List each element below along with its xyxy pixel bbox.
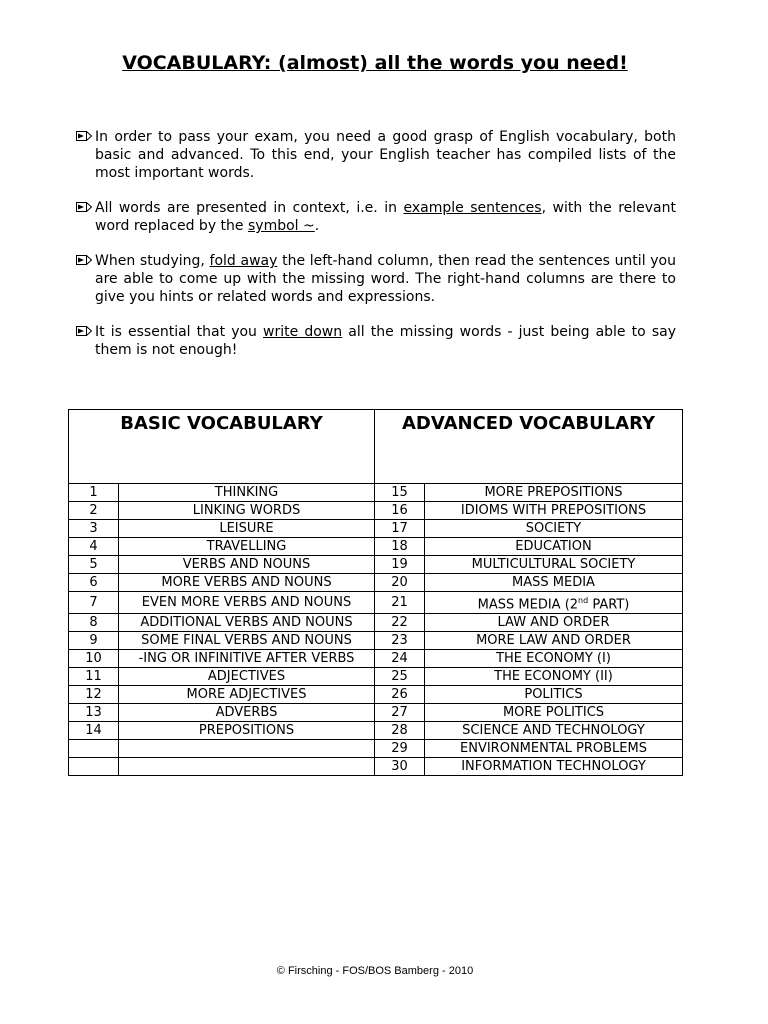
table-row	[69, 574, 683, 592]
basic-number-cell: 6	[69, 574, 119, 592]
arrow-bullet-icon	[76, 325, 92, 337]
table-row	[69, 484, 683, 502]
basic-number-cell: 8	[69, 614, 119, 632]
basic-topic-cell: LEISURE	[119, 520, 375, 538]
bullet-text: all the missing words - just being able to say them is not enough!	[95, 324, 676, 358]
table-row	[69, 758, 683, 776]
table-row	[69, 538, 683, 556]
topic-text: MASS MEDIA (2	[477, 597, 579, 613]
advanced-topic-cell: INFORMATION TECHNOLOGY	[425, 758, 683, 776]
advanced-topic-cell: IDIOMS WITH PREPOSITIONS	[425, 502, 683, 520]
basic-topic-cell	[119, 758, 375, 776]
table-row	[69, 592, 683, 614]
advanced-number-cell: 16	[375, 502, 425, 520]
advanced-topic-cell: ENVIRONMENTAL PROBLEMS	[425, 740, 683, 758]
topic-text-end: PART)	[588, 597, 630, 613]
advanced-vocabulary-header: ADVANCED VOCABULARY	[375, 410, 683, 484]
page-title: VOCABULARY: (almost) all the words you need!	[122, 52, 628, 74]
arrow-bullet-icon	[76, 201, 92, 213]
arrow-bullet-icon	[76, 254, 92, 266]
advanced-number-cell: 22	[375, 614, 425, 632]
advanced-number-cell: 17	[375, 520, 425, 538]
advanced-topic-cell: LAW AND ORDER	[425, 614, 683, 632]
bullet-text: All words are presented in context, i.e. in	[95, 200, 404, 216]
advanced-number-cell: 21	[375, 592, 425, 614]
basic-number-cell: 4	[69, 538, 119, 556]
advanced-number-cell: 18	[375, 538, 425, 556]
instruction-bullet	[76, 199, 676, 235]
basic-number-cell: 1	[69, 484, 119, 502]
basic-topic-cell: EVEN MORE VERBS AND NOUNS	[119, 592, 375, 614]
advanced-number-cell: 29	[375, 740, 425, 758]
basic-number-cell: 9	[69, 632, 119, 650]
basic-number-cell: 11	[69, 668, 119, 686]
advanced-topic-cell	[425, 592, 683, 614]
basic-number-cell: 14	[69, 722, 119, 740]
advanced-topic-cell: SCIENCE AND TECHNOLOGY	[425, 722, 683, 740]
bullet-text: , with the relevant word replaced by the	[95, 200, 676, 234]
advanced-topic-cell: SOCIETY	[425, 520, 683, 538]
basic-topic-cell: MORE ADJECTIVES	[119, 686, 375, 704]
arrow-bullet-icon	[76, 130, 92, 142]
underlined-phrase: example sentences	[403, 200, 542, 216]
advanced-topic-cell: MORE POLITICS	[425, 704, 683, 722]
advanced-number-cell: 24	[375, 650, 425, 668]
advanced-number-cell: 23	[375, 632, 425, 650]
advanced-topic-cell: MASS MEDIA	[425, 574, 683, 592]
bullet-text: .	[314, 218, 320, 234]
advanced-number-cell: 28	[375, 722, 425, 740]
basic-number-cell	[69, 740, 119, 758]
table-header-row	[69, 410, 683, 484]
copyright-footer: © Firsching - FOS/BOS Bamberg - 2010	[276, 965, 474, 977]
advanced-number-cell: 26	[375, 686, 425, 704]
advanced-number-cell: 20	[375, 574, 425, 592]
table-row	[69, 740, 683, 758]
basic-number-cell	[69, 758, 119, 776]
basic-number-cell: 3	[69, 520, 119, 538]
basic-topic-cell: VERBS AND NOUNS	[119, 556, 375, 574]
bullet-text: In order to pass your exam, you need a good grasp of English vocabulary, both basic and advanced. To this end, your English teacher has compiled lists of the most important words.	[95, 129, 676, 181]
basic-number-cell: 10	[69, 650, 119, 668]
table-row	[69, 556, 683, 574]
advanced-topic-cell: MORE PREPOSITIONS	[425, 484, 683, 502]
advanced-topic-cell: THE ECONOMY (II)	[425, 668, 683, 686]
ordinal-suffix: nd	[578, 596, 589, 605]
underlined-phrase: write down	[263, 324, 343, 340]
table-row	[69, 686, 683, 704]
table-row	[69, 668, 683, 686]
underlined-phrase: fold away	[209, 253, 278, 269]
advanced-number-cell: 19	[375, 556, 425, 574]
basic-number-cell: 13	[69, 704, 119, 722]
advanced-number-cell: 15	[375, 484, 425, 502]
basic-topic-cell: -ING OR INFINITIVE AFTER VERBS	[119, 650, 375, 668]
basic-topic-cell: LINKING WORDS	[119, 502, 375, 520]
vocabulary-table	[68, 409, 683, 776]
basic-topic-cell: SOME FINAL VERBS AND NOUNS	[119, 632, 375, 650]
table-row	[69, 632, 683, 650]
basic-number-cell: 5	[69, 556, 119, 574]
table-row	[69, 520, 683, 538]
advanced-topic-cell: THE ECONOMY (I)	[425, 650, 683, 668]
table-row	[69, 502, 683, 520]
advanced-topic-cell: MULTICULTURAL SOCIETY	[425, 556, 683, 574]
advanced-topic-cell: EDUCATION	[425, 538, 683, 556]
advanced-number-cell: 27	[375, 704, 425, 722]
instruction-bullet	[76, 252, 676, 306]
instruction-bullet	[76, 323, 676, 359]
basic-topic-cell: TRAVELLING	[119, 538, 375, 556]
table-row	[69, 614, 683, 632]
advanced-topic-cell: MORE LAW AND ORDER	[425, 632, 683, 650]
basic-topic-cell: ADJECTIVES	[119, 668, 375, 686]
basic-number-cell: 2	[69, 502, 119, 520]
underlined-phrase: symbol ~	[247, 218, 315, 234]
table-row	[69, 722, 683, 740]
basic-topic-cell: THINKING	[119, 484, 375, 502]
bullet-text: the left-hand column, then read the sentences until you are able to come up with the missing word. The right-hand columns are there to give you hints or related words and expressions.	[95, 253, 676, 305]
advanced-number-cell: 25	[375, 668, 425, 686]
instruction-bullet	[76, 128, 676, 182]
table-row	[69, 650, 683, 668]
basic-topic-cell: ADDITIONAL VERBS AND NOUNS	[119, 614, 375, 632]
table-row	[69, 704, 683, 722]
bullet-text: It is essential that you	[95, 324, 264, 340]
instructions-list	[76, 128, 676, 376]
basic-topic-cell	[119, 740, 375, 758]
basic-number-cell: 7	[69, 592, 119, 614]
advanced-number-cell: 30	[375, 758, 425, 776]
basic-topic-cell: PREPOSITIONS	[119, 722, 375, 740]
basic-topic-cell: MORE VERBS AND NOUNS	[119, 574, 375, 592]
basic-topic-cell: ADVERBS	[119, 704, 375, 722]
basic-vocabulary-header: BASIC VOCABULARY	[69, 410, 375, 484]
bullet-text: When studying,	[95, 253, 210, 269]
basic-number-cell: 12	[69, 686, 119, 704]
advanced-topic-cell: POLITICS	[425, 686, 683, 704]
